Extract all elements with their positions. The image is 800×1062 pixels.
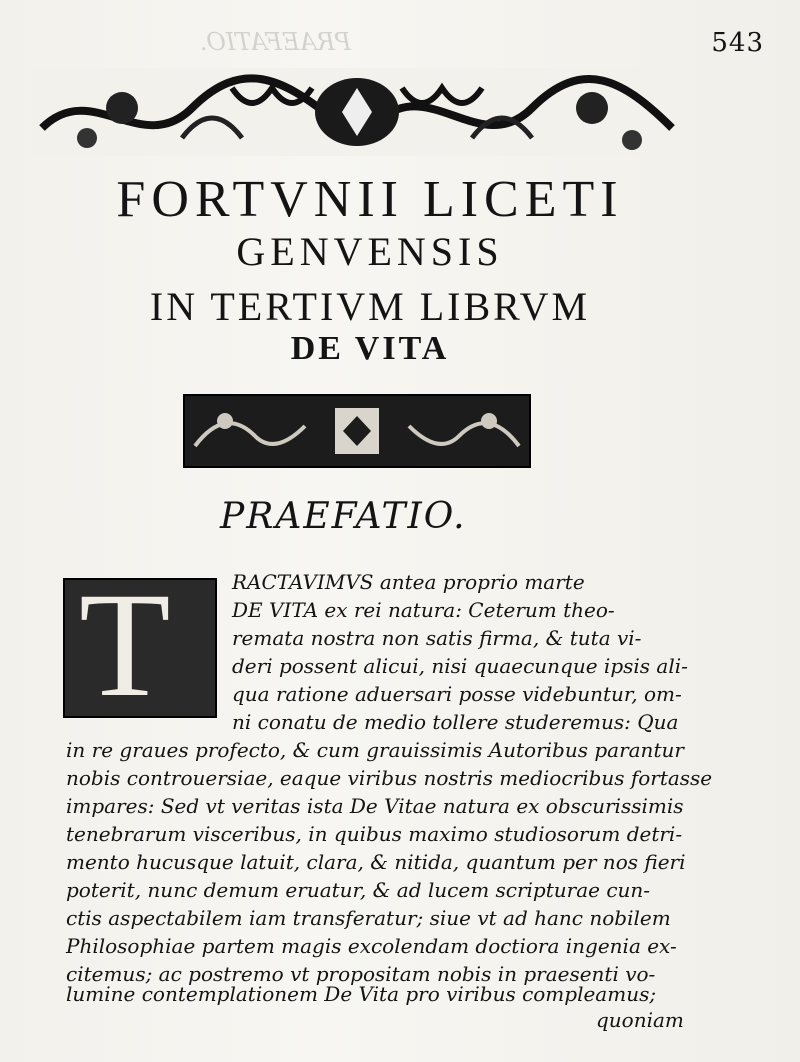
body-line: DE VITA ex rei natura: Ceterum theo- <box>232 598 615 622</box>
woodcut-vignette <box>183 394 531 468</box>
body-line: tenebrarum visceribus, in quibus maximo studiosorum detri- <box>66 822 683 846</box>
title-subject: DE VITA <box>290 330 450 367</box>
body-line: in re graues profecto, & cum grauissimis Autoribus parantur <box>66 738 684 762</box>
body-line: mento hucusque latuit, clara, & nitida, quantum per nos fieri <box>66 850 686 874</box>
title-book: IN TERTIVM LIBRVM <box>149 284 591 329</box>
show-through: PRAEFATIO. <box>200 28 352 56</box>
body-line: qua ratione aduersari posse videbuntur, om- <box>232 682 682 706</box>
body-line: remata nostra non satis firma, & tuta vi- <box>232 626 642 650</box>
body-line: poterit, nunc demum eruatur, & ad lucem scripturae cun- <box>66 878 651 902</box>
initial-letter: T <box>79 562 171 728</box>
title-author: FORTVNII LICETI <box>116 171 624 228</box>
headpiece-ornament <box>32 68 682 156</box>
decorated-initial <box>63 562 217 728</box>
body-line: ni conatu de medio tollere studeremus: Qua <box>232 710 679 734</box>
page-number: 543 <box>711 28 764 58</box>
body-line: Philosophiae partem magis excolendam doctiora ingenia ex- <box>66 934 677 958</box>
body-line: impares: Sed vt veritas ista De Vitae natura ex obscurissimis <box>66 794 684 818</box>
body-line: nobis controuersiae, eaque viribus nostris mediocribus fortasse <box>66 766 713 790</box>
body-line: ctis aspectabilem iam transferatur; siue vt ad hanc nobilem <box>66 906 671 930</box>
preface-heading: PRAEFATIO. <box>220 496 467 537</box>
body-line: lumine contemplationem De Vita pro viribus compleamus; <box>66 982 657 1006</box>
title-origin: GENVENSIS <box>236 229 504 274</box>
body-line: RACTAVIMVS antea proprio marte <box>232 570 585 594</box>
body-line: citemus; ac postremo vt propositam nobis in praesenti vo- <box>66 962 656 986</box>
body-line: deri possent alicui, nisi quaecunque ipsis ali- <box>232 654 688 678</box>
catchword: quoniam <box>596 1008 684 1032</box>
